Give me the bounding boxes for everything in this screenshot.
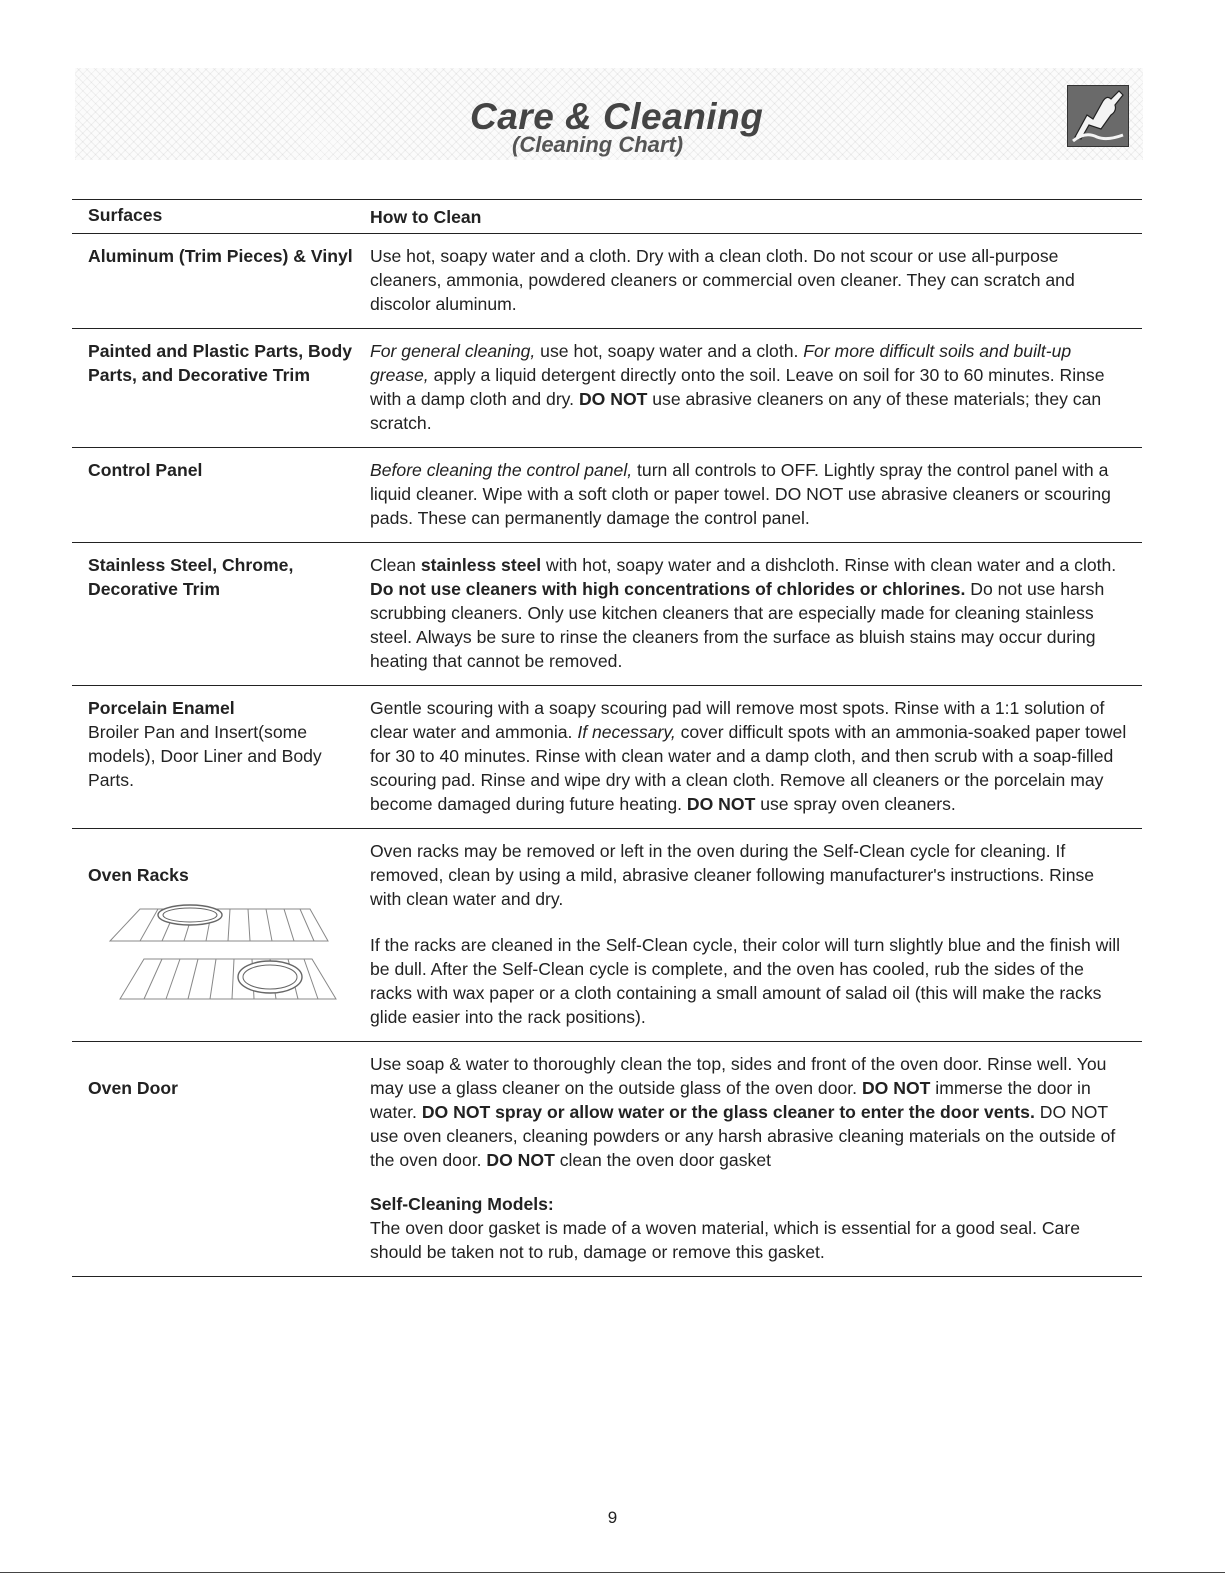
instruction-text: immerse the door in water. xyxy=(370,1078,1091,1122)
instruction-text: turn all controls to OFF. Lightly spray the control panel with a liquid cleaner. Wipe with a soft cloth or paper towel. DO NOT use abrasive cleaners or scouring pads. These can permanently damage the control panel. xyxy=(370,460,1111,528)
instruction-text: use spray oven cleaners. xyxy=(755,794,956,814)
page-subtitle: (Cleaning Chart) xyxy=(512,132,684,157)
sub-heading: Self-Cleaning Models: xyxy=(370,1194,554,1214)
instruction-text: Use soap & water to thoroughly clean the top, sides and front of the oven door. Rinse well. You may use a glass cleaner on the outside glass of the oven door. xyxy=(370,1054,1107,1098)
chart-row-stainless-steel xyxy=(72,543,1142,686)
instruction-text: clean the oven door gasket xyxy=(554,1150,771,1170)
instruction-text: The oven door gasket is made of a woven material, which is essential for a good seal. Care should be taken not to rub, damage or remove this gasket. xyxy=(370,1218,1080,1262)
instruction-emphasis: For general cleaning, xyxy=(370,341,536,361)
surface-name: Oven Door xyxy=(88,1078,178,1098)
instruction-text: apply a liquid detergent directly onto the soil. Leave on soil for 30 to 60 minutes. Rinse with a damp cloth and dry. xyxy=(370,365,1105,409)
cleaning-instructions xyxy=(370,696,1128,816)
instruction-emphasis: stainless steel xyxy=(420,555,542,575)
chart-row-aluminum xyxy=(72,234,1142,329)
surface-name: Oven Racks xyxy=(88,865,189,885)
instruction-emphasis: Before cleaning the control panel, xyxy=(370,460,633,480)
surface-description: Broiler Pan and Insert(some models), Door Liner and Body Parts. xyxy=(88,722,322,790)
surface-name: Porcelain Enamel xyxy=(88,698,235,718)
cleaning-instructions xyxy=(370,339,1128,435)
chart-row-painted-plastic xyxy=(72,329,1142,448)
chart-row-oven-door xyxy=(72,1042,1142,1277)
column-header-surfaces: Surfaces xyxy=(88,205,163,225)
surface-name: Aluminum (Trim Pieces) & Vinyl xyxy=(88,246,353,266)
chart-row-porcelain-enamel xyxy=(72,686,1142,829)
chart-row-oven-racks xyxy=(72,829,1142,1042)
instruction-warning: Do not use cleaners with high concentrations of chlorides or chlorines. xyxy=(370,579,966,599)
cleaning-hand-icon xyxy=(1067,85,1129,147)
instruction-text: DO NOT use oven cleaners, cleaning powders or any harsh abrasive cleaning materials on the outside of the oven door. xyxy=(370,1102,1116,1170)
page-number: 9 xyxy=(607,1508,618,1527)
cleaning-instructions: Oven racks may be removed or left in the oven during the Self-Clean cycle for cleaning. If removed, clean by using a mild, abrasive cleaner following manufacturer's instructions. Rinse with clean water and dry. xyxy=(370,841,1095,909)
column-header-how-to-clean: How to Clean xyxy=(370,207,482,227)
instruction-text: with hot, soapy water and a dishcloth. Rinse with clean water and a cloth. xyxy=(541,555,1117,575)
surface-name: Control Panel xyxy=(88,460,203,480)
instruction-text: use abrasive cleaners on any of these materials; they can scratch. xyxy=(370,389,1102,433)
instruction-emphasis: If necessary, xyxy=(577,722,676,742)
bottom-rule xyxy=(0,1572,1225,1573)
instruction-text: cover difficult spots with an ammonia-soaked paper towel for 30 to 40 minutes. Rinse with clean water and a damp cloth, and then scrub with a soap-filled scouring pad. Rinse and wipe dry with a clean cloth. Remove all cleaners or the porcelain may become damaged during future heating. xyxy=(370,722,1127,814)
cleaning-instructions: Use hot, soapy water and a cloth. Dry with a clean cloth. Do not scour or use all-purpose cleaners, ammonia, powdered cleaners or commercial oven cleaner. They can scratch and discolor aluminum. xyxy=(370,246,1075,314)
surface-name: Stainless Steel, Chrome, Decorative Trim xyxy=(88,555,294,599)
self-cleaning-models-note xyxy=(370,1192,1128,1264)
chart-header-row xyxy=(72,199,1142,234)
instruction-text: Do not use harsh scrubbing cleaners. Only use kitchen cleaners that are especially made for cleaning stainless steel. Always be sure to rinse the cleaners from the surface as bluish stains may occur during heating that cannot be removed. xyxy=(370,579,1105,671)
cleaning-instructions xyxy=(370,553,1128,673)
page-title: Care & Cleaning xyxy=(470,96,764,137)
instruction-warning: DO NOT xyxy=(486,1150,555,1170)
instruction-warning: DO NOT xyxy=(686,794,756,814)
instruction-text: use hot, soapy water and a cloth. xyxy=(535,341,804,361)
cleaning-instructions xyxy=(370,458,1128,530)
cleaning-instructions xyxy=(370,1052,1128,1172)
chart-row-control-panel xyxy=(72,448,1142,543)
surface-name: Painted and Plastic Parts, Body Parts, and Decorative Trim xyxy=(88,341,352,385)
instruction-text: Clean xyxy=(370,555,421,575)
instruction-warning: DO NOT xyxy=(861,1078,931,1098)
instruction-text: Gentle scouring with a soapy scouring pad will remove most spots. Rinse with a 1:1 solution of clear water and ammonia. xyxy=(370,698,1105,742)
cleaning-chart xyxy=(72,199,1142,1277)
instruction-warning: DO NOT spray or allow water or the glass cleaner to enter the door vents. xyxy=(421,1102,1035,1122)
instruction-warning: DO NOT xyxy=(578,389,648,409)
instruction-emphasis: For more difficult soils and built-up grease, xyxy=(370,341,1072,385)
cleaning-instructions-self-clean: If the racks are cleaned in the Self-Clean cycle, their color will turn slightly blue and the finish will be dull. After the Self-Clean cycle is complete, and the oven has cooled, rub the sides of the racks with wax paper or a cloth containing a small amount of salad oil (this will make the racks glide easier into the rack positions). xyxy=(370,935,1121,1027)
oven-rack-illustration xyxy=(100,901,340,1011)
